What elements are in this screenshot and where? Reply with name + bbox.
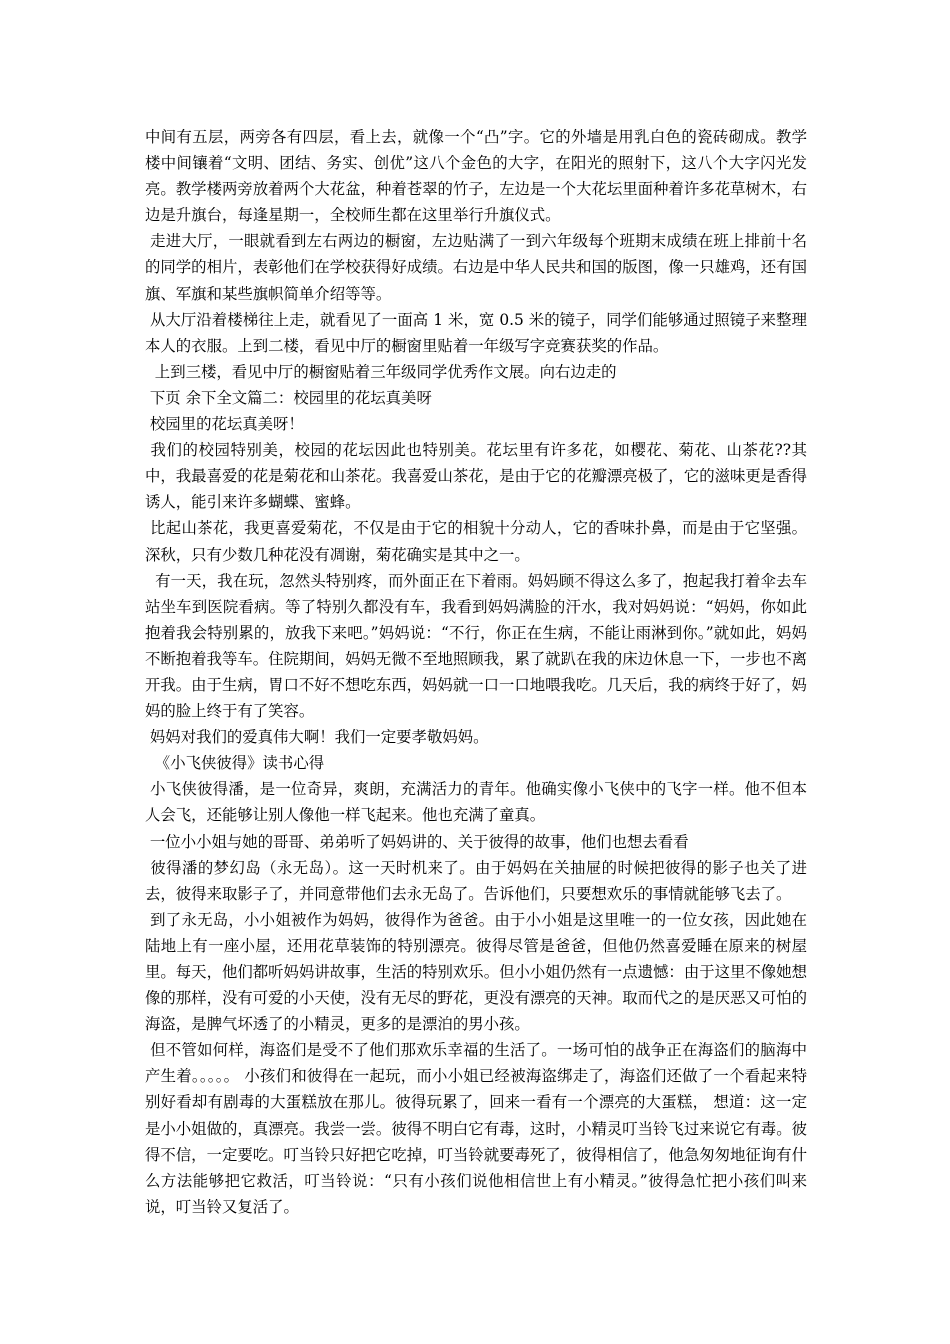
paragraph-3: 从大厅沿着楼梯往上走，就看见了一面高 1 米，宽 0.5 米的镜子，同学们能够通过照镜子来整理本人的衣服。上到二楼，看见中厅的橱窗里贴着一年级写字竞赛获奖的作品。 <box>145 310 807 355</box>
paragraph-17: 但不管如何样，海盗们是受不了他们那欢乐幸福的生活了。一场可怕的战争正在海盗们的脑海中产生着。。。。。 小孩们和彼得在一起玩，而小小姐已经被海盗绑走了，海盗们还做了一个看起来特别好看却有剧毒的大蛋糕放在那儿。彼得玩累了，回来一看有一个漂亮的大蛋糕， 想道：这一定是小小姐做的，真漂亮。我尝一尝。彼得不明白它有毒，这时，小精灵叮当铃飞过来说它有毒。彼得不信，一定要吃。叮当铃只好把它吃掉，叮当铃就要毒死了，彼得相信了，他急匆匆地征询有什么方法能够把它救活，叮当铃说：“只有小孩们说他相信世上有小精灵。”彼得急忙把小孩们叫来说，叮当铃又复活了。 <box>145 1041 807 1216</box>
paragraph-4: 上到三楼，看见中厅的橱窗贴着三年级同学优秀作文展。向右边走的 <box>145 362 617 381</box>
paragraph-10: 妈的脸上终于有了笑容。 <box>145 702 315 721</box>
paragraph-14: 一位小小姐与她的哥哥、弟弟听了妈妈讲的、关于彼得的故事，他们也想去看看 <box>145 832 689 851</box>
next-page-link-line: 下页 余下全文篇二：校园里的花坛真美呀 <box>145 388 432 407</box>
section-title-flower-bed: 校园里的花坛真美呀！ <box>145 415 304 434</box>
paragraph-8: 比起山茶花，我更喜爱菊花，不仅是由于它的相貌十分动人，它的香味扑鼻，而是由于它坚强。深秋，只有少数几种花没有凋谢，菊花确实是其中之一。 <box>145 519 807 564</box>
paragraph-16: 到了永无岛，小小姐被作为妈妈，彼得作为爸爸。由于小小姐是这里唯一的一位女孩，因此她在陆地上有一座小屋，还用花草装饰的特别漂亮。彼得尽管是爸爸，但他仍然喜爱睡在原来的树屋里。每天，他们都听妈妈讲故事，生活的特别欢乐。但小小姐仍然有一点遗憾：由于这里不像她想像的那样，没有可爱的小天使，没有无尽的野花，更没有漂亮的天神。取而代之的是厌恶又可怕的海盗，是脾气坏透了的小精灵，更多的是漂泊的男小孩。 <box>145 910 807 1034</box>
paragraph-13: 小飞侠彼得潘，是一位奇异，爽朗，充满活力的青年。他确实像小飞侠中的飞字一样。他不但本人会飞，还能够让别人像他一样飞起来。他也充满了童真。 <box>145 780 807 825</box>
section-title-peter-pan: 《小飞侠彼得》读书心得 <box>145 754 325 773</box>
paragraph-9: 有一天，我在玩，忽然头特别疼，而外面正在下着雨。妈妈顾不得这么多了，抱起我打着伞去车站坐车到医院看病。等了特别久都没有车，我看到妈妈满脸的汗水，我对妈妈说：“妈妈，你如此抱着我会特别累的，放我下来吧。”妈妈说：“不行，你正在生病，不能让雨淋到你。”就如此，妈妈不断抱着我等车。住院期间，妈妈无微不至地照顾我，累了就趴在我的床边休息一下，一步也不离开我。由于生病，胃口不好不想吃东西，妈妈就一口一口地喂我吃。几天后，我的病终于好了，妈 <box>145 571 807 694</box>
document-page <box>145 124 807 1220</box>
paragraph-15: 彼得潘的梦幻岛（永无岛）。这一天时机来了。由于妈妈在关抽屉的时候把彼得的影子也关了进去，彼得来取影子了，并同意带他们去永无岛了。告诉他们，只要想欢乐的事情就能够飞去了。 <box>145 858 807 903</box>
paragraph-11: 妈妈对我们的爱真伟大啊！我们一定要孝敬妈妈。 <box>145 728 489 747</box>
paragraph-2: 走进大厅，一眼就看到左右两边的橱窗，左边贴满了一到六年级每个班期末成绩在班上排前十名的同学的相片，表彰他们在学校获得好成绩。右边是中华人民共和国的版图，像一只雄鸡，还有国旗、军旗和某些旗帜简单介绍等等。 <box>145 232 807 303</box>
paragraph-7: 我们的校园特别美，校园的花坛因此也特别美。花坛里有许多花，如樱花、菊花、山茶花??其中，我最喜爱的花是菊花和山茶花。我喜爱山茶花，是由于它的花瓣漂亮极了，它的滋味更是香得诱人，能引来许多蝴蝶、蜜蜂。 <box>145 441 807 512</box>
paragraph-1: 中间有五层，两旁各有四层，看上去，就像一个“凸”字。它的外墙是用乳白色的瓷砖砌成。教学楼中间镶着“文明、团结、务实、创优”这八个金色的大字，在阳光的照射下，这八个大字闪光发亮。教学楼两旁放着两个大花盆，种着苍翠的竹子，左边是一个大花坛里面种着许多花草树木，右边是升旗台，每逢星期一，全校师生都在这里举行升旗仪式。 <box>145 128 807 225</box>
